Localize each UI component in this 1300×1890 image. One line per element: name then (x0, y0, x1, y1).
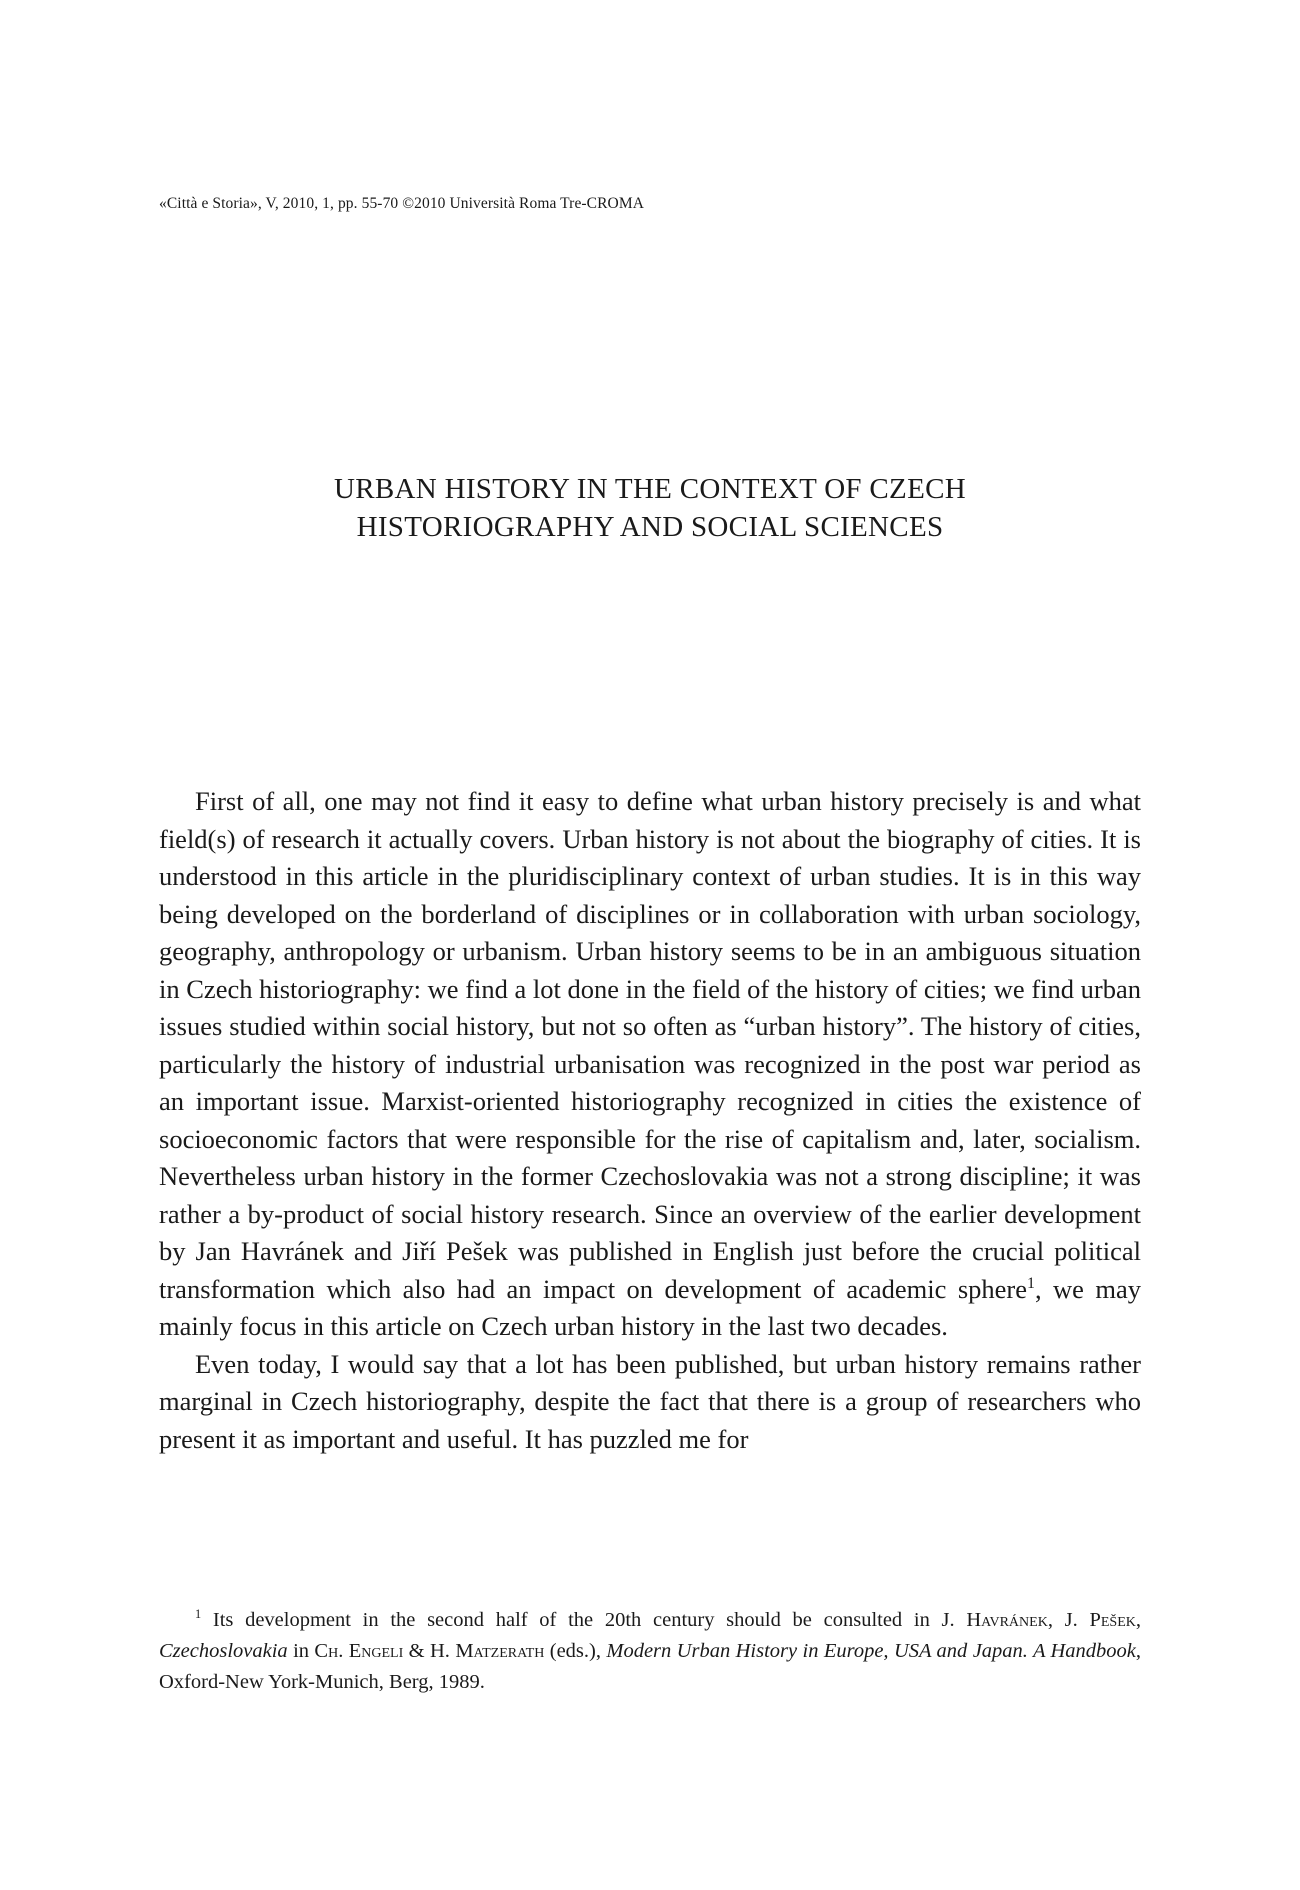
footnote-editor: Matzerath (455, 1640, 545, 1662)
paragraph-1 (159, 783, 1141, 1346)
title-line-1: URBAN HISTORY IN THE CONTEXT OF CZECH (334, 473, 966, 505)
footnote-segment: , (1135, 1609, 1142, 1631)
footnote-work-title: Czechoslovakia (159, 1640, 288, 1662)
footnote-segment: (eds.), (544, 1640, 607, 1662)
footnote-segment: , J. (1047, 1609, 1090, 1631)
footnote-author: Havránek (966, 1609, 1048, 1631)
footnote-number: 1 (195, 1607, 202, 1622)
footnote-reference: 1 (1026, 1274, 1035, 1292)
footnote-text (159, 1605, 1141, 1698)
footnote-book-title: Modern Urban History in Europe, USA and Japan. A Handbook (606, 1640, 1136, 1662)
footnote-segment: in (287, 1640, 315, 1662)
footnote-editor: Ch. Engeli (314, 1640, 404, 1662)
footnote-1 (159, 1605, 1141, 1698)
paragraph-1-text: First of all, one may not find it easy to define what urban history precisely is and what field(s) of research it actually covers. Urban history is not about the biography of cities. It is understood in this article in the pluridisciplinary context of urban studies. It is in this way being developed on the borderland of disciplines or in collaboration with urban sociology, geography, anthropology or urbanism. Urban history seems to be in an ambiguous situation in Czech historiography: we find a lot done in the field of the history of cities; we find urban issues studied within social history, but not so often as “urban history”. The history of cities, particularly the history of industrial urbanisation was recognized in the post war period as an important issue. Marxist-oriented historiography recognized in cities the existence of socioeconomic factors that were responsible for the rise of capitalism and, later, socialism. Nevertheless urban history in the former Czechoslovakia was not a strong discipline; it was rather a by-product of social history research. Since an overview of the earlier development by Jan Havránek and Jiří Pešek was published in English just before the crucial political transformation which also had an impact on development of academic sphere (159, 786, 1141, 1304)
paragraph-1-text-end: , we may mainly focus in this article on Czech urban history in the last two decades. (159, 1273, 1141, 1341)
article-body (159, 783, 1141, 1458)
footnote-segment: , Oxford-New York-Munich, Berg, 1989. (159, 1640, 1142, 1693)
running-head: «Città e Storia», V, 2010, 1, pp. 55-70 ©2010 Università Roma Tre-CROMA (159, 195, 645, 212)
footnote-segment: & H. (403, 1640, 456, 1662)
title-line-2: HISTORIOGRAPHY AND SOCIAL SCIENCES (356, 511, 944, 543)
footnote-author: Pešek (1089, 1609, 1136, 1631)
paragraph-2: Even today, I would say that a lot has been published, but urban history remains rather marginal in Czech historiography, despite the fact that there is a group of researchers who present it as important and useful. It has puzzled me for (159, 1348, 1141, 1454)
article-title (159, 470, 1141, 546)
footnote-segment: Its development in the second half of the 20th century should be consulted in J. (201, 1609, 967, 1631)
